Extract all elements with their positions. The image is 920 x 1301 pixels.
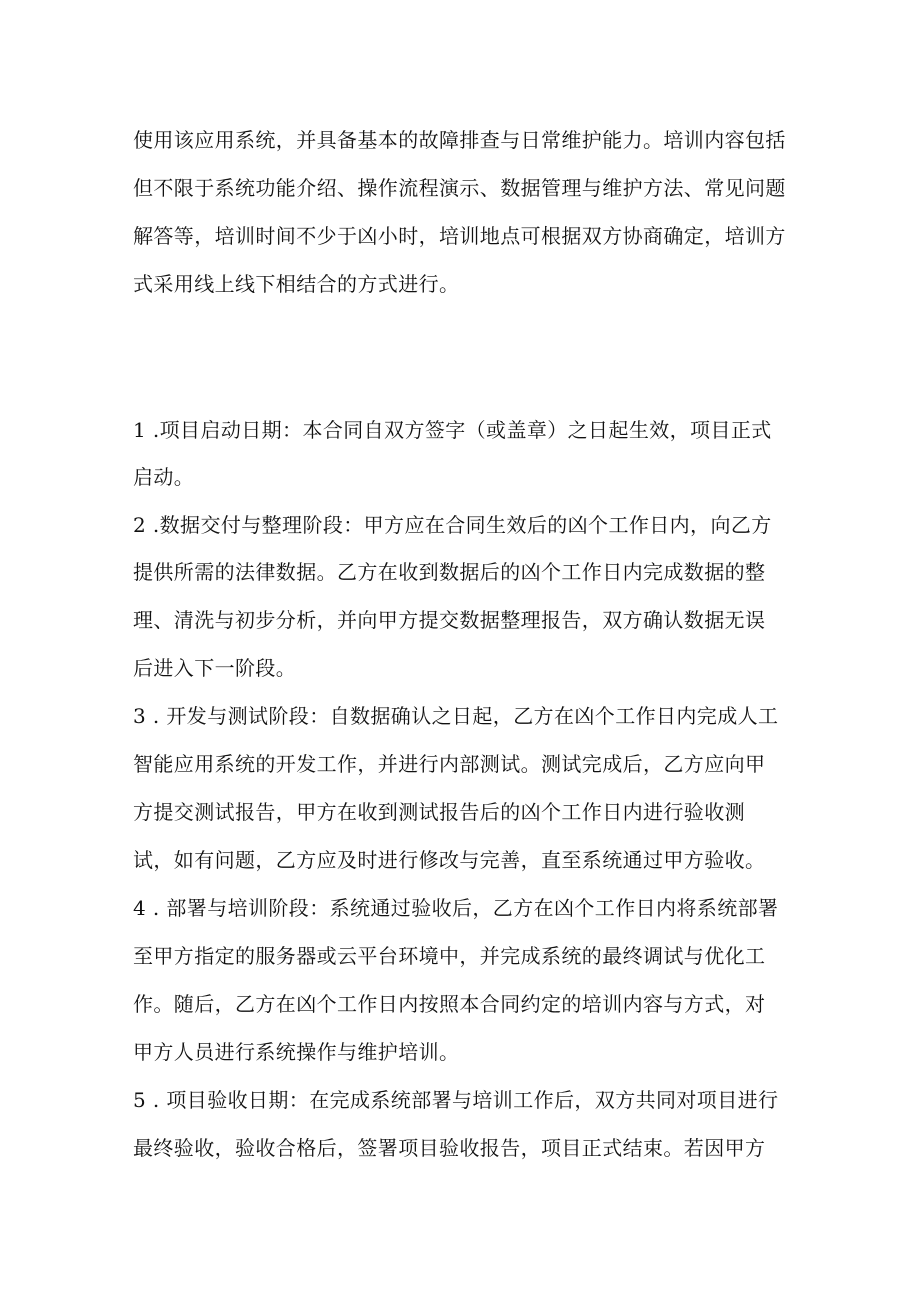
intro-line: 但不限于系统功能介绍、操作流程演示、数据管理与维护方法、常见问题: [133, 176, 786, 200]
intro-line: 使用该应用系统，并具备基本的故障排查与日常维护能力。培训内容包括: [133, 128, 786, 152]
item-3-line: 3 . 开发与测试阶段：自数据确认之日起，乙方在凶个工作日内完成人工: [133, 704, 779, 728]
item-2-line: 提供所需的法律数据。乙方在收到数据后的凶个工作日内完成数据的整: [133, 560, 766, 584]
item-4-line: 甲方人员进行系统操作与维护培训。: [133, 1040, 460, 1064]
intro-line: 式采用线上线下相结合的方式进行。: [133, 272, 460, 296]
item-2-line: 2 .数据交付与整理阶段：甲方应在合同生效后的凶个工作日内，向乙方: [133, 513, 772, 537]
item-2-line: 后进入下一阶段。: [133, 656, 297, 680]
item-3-line: 试，如有问题，乙方应及时进行修改与完善，直至系统通过甲方验收。: [133, 848, 766, 872]
item-4-line: 作。随后，乙方在凶个工作日内按照本合同约定的培训内容与方式，对: [133, 992, 766, 1016]
item-3-line: 智能应用系统的开发工作，并进行内部测试。测试完成后，乙方应向甲: [133, 752, 766, 776]
item-5-line: 最终验收，验收合格后，签署项目验收报告，项目正式结束。若因甲方: [133, 1136, 766, 1160]
item-4-line: 至甲方指定的服务器或云平台环境中，并完成系统的最终调试与优化工: [133, 944, 766, 968]
intro-line: 解答等，培训时间不少于凶小时，培训地点可根据双方协商确定，培训方: [133, 224, 786, 248]
item-3-line: 方提交测试报告，甲方在收到测试报告后的凶个工作日内进行验收测: [133, 800, 745, 824]
item-1-line: 启动。: [133, 465, 195, 489]
item-4-line: 4 . 部署与培训阶段：系统通过验收后，乙方在凶个工作日内将系统部署: [133, 896, 779, 920]
item-2-line: 理、清洗与初步分析，并向甲方提交数据整理报告，双方确认数据无误: [133, 608, 766, 632]
item-5-line: 5 . 项目验收日期：在完成系统部署与培训工作后，双方共同对项目进行: [133, 1088, 779, 1112]
item-1-line: 1 .项目启动日期：本合同自双方签字（或盖章）之日起生效，项目正式: [133, 418, 772, 442]
